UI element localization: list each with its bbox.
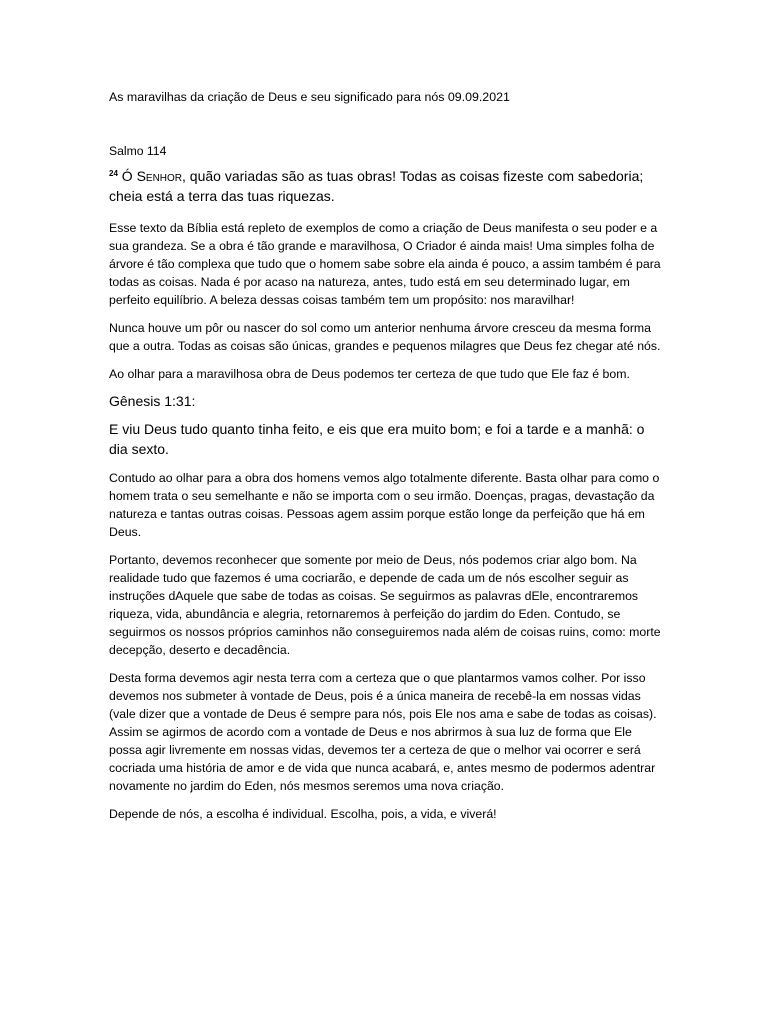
document-title: As maravilhas da criação de Deus e seu significado para nós 09.09.2021 [109,90,510,104]
document-body [109,88,661,823]
paragraph-gods-will: Desta forma devemos agir nesta terra com a certeza que o que plantarmos vamos colher. Por isso devemos nos submeter à vontade de Deus, pois é a única maneira de recebê-la em nossas vidas (vale dizer que a vontade de Deus é sempre para nós, pois Ele nos ama e sabe de todas as coisas). Assim se agirmos de acordo com a vontade de Deus e nos abrirmos à sua luz de forma que Ele possa agir livremente em nossas vidas, devemos ter a certeza de que o melhor vai ocorrer e será cocriada uma história de amor e de vida que nunca acabará, e, antes mesmo de podermos adentrar novamente no jardim do Eden, nós mesmos seremos uma nova criação. [109,671,657,793]
paragraph-cocreation: Portanto, devemos reconhecer que somente por meio de Deus, nós podemos criar algo bom. Na realidade tudo que fazemos é uma cocriarão, e depende de cada um de nós escolher seguir as instruções dAquele que sabe de todas as coisas. Se seguirmos as palavras dEle, encontraremos riqueza, vida, abundância e alegria, retornaremos à perfeição do jardim do Eden. Contudo, se seguirmos os nossos próprios caminhos não conseguiremos nada além de coisas ruins, como: morte decepção, deserto e decadência. [109,553,661,657]
paragraph-unique-miracles: Nunca houve um pôr ou nascer do sol como um anterior nenhuma árvore cresceu da mesma forma que a outra. Todas as coisas são únicas, grandes e pequenos milagres que Deus fez chegar até nós. [109,321,661,353]
verse-number: 24 [109,169,118,178]
verse-lord: Ó Senhor [121,168,183,184]
psalm-heading: Salmo 114 [109,144,167,158]
verse-text: , quão variadas são as tuas obras! Todas as coisas fizeste com sabedoria; cheia está a terra das tuas riquezas. [109,168,644,204]
psalm-verse [109,166,661,206]
paragraph-god-is-good: Ao olhar para a maravilhosa obra de Deus podemos ter certeza de que tudo que Ele faz é bom. [109,367,630,381]
paragraph-choose-life: Depende de nós, a escolha é individual. Escolha, pois, a vida, e viverá! [109,807,497,821]
genesis-heading: Gênesis 1:31: [109,393,196,409]
paragraph-creation-power: Esse texto da Bíblia está repleto de exemplos de como a criação de Deus manifesta o seu poder e a sua grandeza. Se a obra é tão grande e maravilhosa, O Criador é ainda mais! Uma simples folha de árvore é tão complexa que tudo que o homem sabe sobre ela ainda é pouco, a assim também é para todas as coisas. Nada é por acaso na natureza, antes, tudo está em seu determinado lugar, em perfeito equilíbrio. A beleza dessas coisas também tem um propósito: nos maravilhar! [109,221,661,307]
genesis-verse: E viu Deus tudo quanto tinha feito, e eis que era muito bom; e foi a tarde e a manhã: o dia sexto. [109,421,645,457]
paragraph-works-of-men: Contudo ao olhar para a obra dos homens vemos algo totalmente diferente. Basta olhar para como o homem trata o seu semelhante e não se importa com o seu irmão. Doenças, pragas, devastação da natureza e tantas outras coisas. Pessoas agem assim porque estão longe da perfeição que há em Deus. [109,471,660,539]
